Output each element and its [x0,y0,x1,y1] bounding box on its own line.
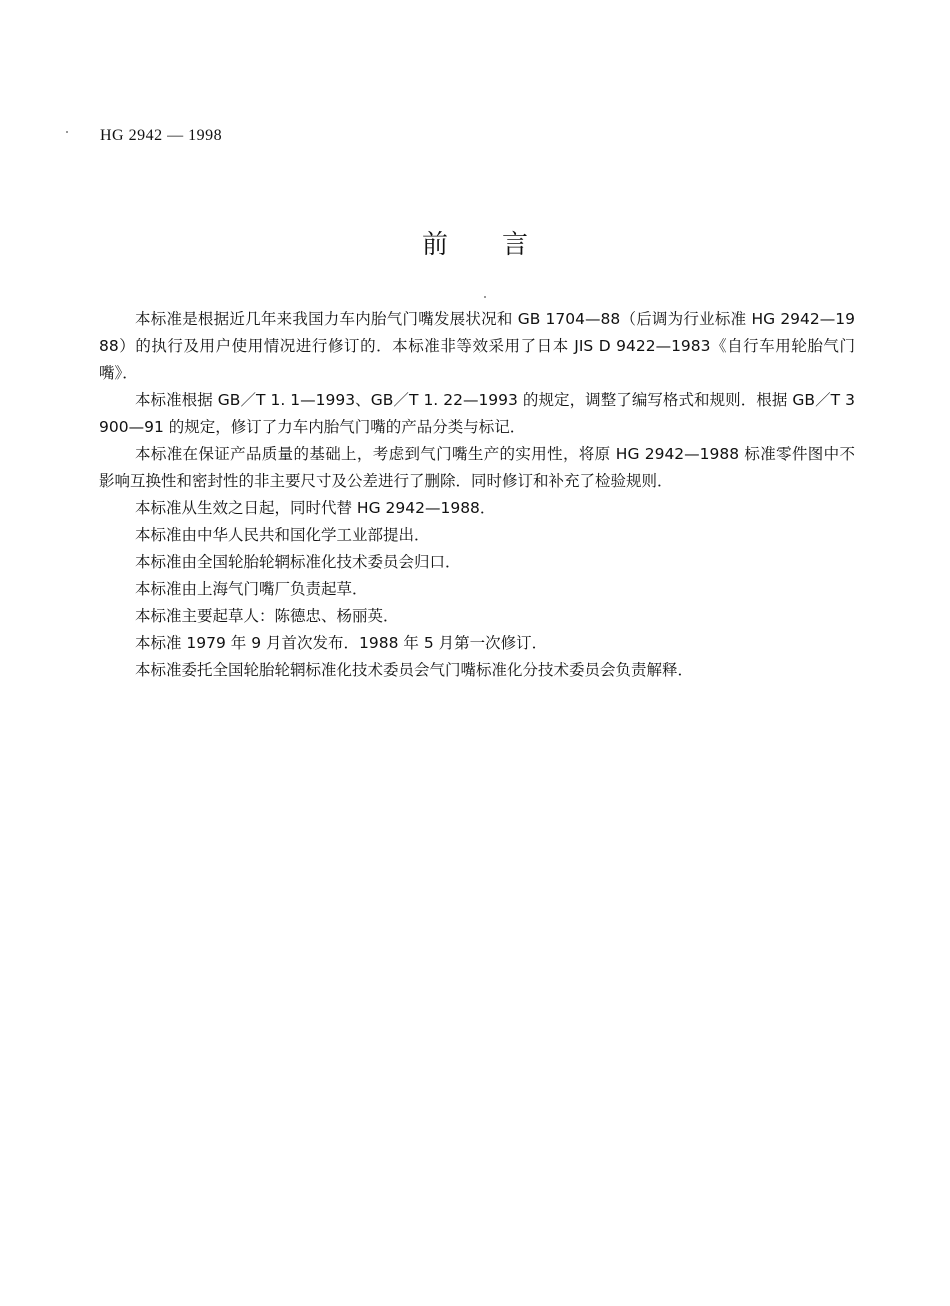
paragraph-quality-changes: 本标准在保证产品质量的基础上，考虑到气门嘴生产的实用性，将原 HG 2942—1988 标准零件图中不影响互换性和密封性的非主要尺寸及公差进行了删除．同时修订和补充了检验规则． [99,445,855,490]
scan-speck [66,131,68,133]
paragraph-interpretation: 本标准委托全国轮胎轮辋标准化技术委员会气门嘴标准化分技术委员会负责解释． [135,661,694,679]
page-title: 前言 [421,230,582,260]
paragraph-effective-date: 本标准从生效之日起，同时代替 HG 2942—1988． [135,499,496,517]
paragraph-format-rules: 本标准根据 GB／T 1. 1—1993、GB／T 1. 22—1993 的规定，调整了编写格式和规则．根据 GB／T 3900—91 的规定，修订了力车内胎气门嘴的产品分类与标记． [99,391,855,436]
paragraph-revision-basis: 本标准是根据近几年来我国力车内胎气门嘴发展状况和 GB 1704—88（后调为行业标准 HG 2942—1988）的执行及用户使用情况进行修订的．本标准非等效采用了日本 JIS D 9422—1983《自行车用轮胎气门嘴》． [99,310,855,382]
document-code: HG 2942 — 1998 [100,127,223,144]
paragraph-responsible-committee: 本标准由全国轮胎轮辋标准化技术委员会归口． [135,553,461,571]
paragraph-drafting-unit: 本标准由上海气门嘴厂负责起草． [135,580,368,598]
scan-speck [484,296,486,298]
paragraph-publication-history: 本标准 1979 年 9 月首次发布．1988 年 5 月第一次修订． [135,634,548,652]
foreword-body [99,306,855,684]
paragraph-drafters: 本标准主要起草人：陈德忠、杨丽英． [135,607,399,625]
paragraph-proposer: 本标准由中华人民共和国化学工业部提出． [135,526,430,544]
